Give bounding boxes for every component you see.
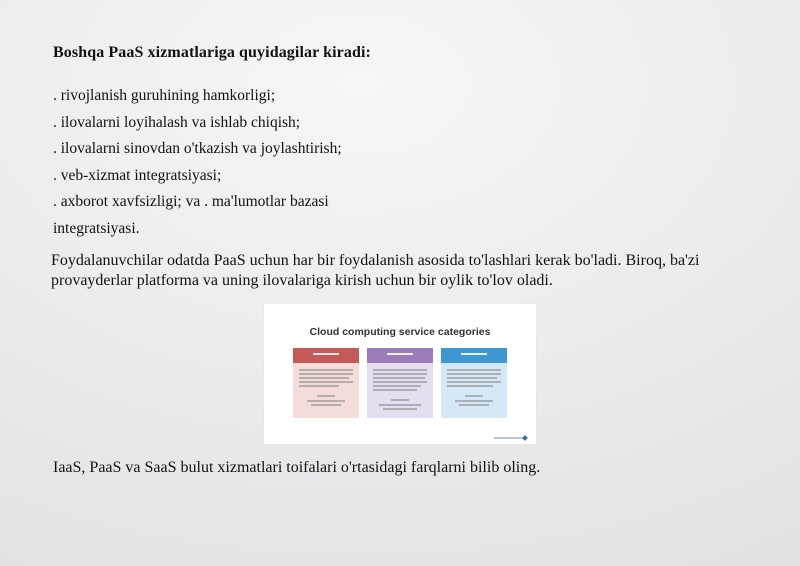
cloud-categories-figure[interactable] [264, 304, 536, 444]
list-item: . rivojlanish guruhining hamkorligi; [53, 87, 276, 104]
body-paragraph: Foydalanuvchilar odatda PaaS uchun har bir foydalanish asosida to'lashlari kerak bo'ladi. Biroq, ba'zi provayderlar platforma va uning ilovalariga kirish uchun bir oylik to'lov oladi. [51, 252, 700, 289]
figure-card-iaas [293, 348, 359, 418]
figure-logo-icon [494, 437, 524, 439]
section-heading: Boshqa PaaS xizmatlariga quyidagilar kiradi: [53, 44, 371, 61]
list-item: . ilovalarni sinovdan o'tkazish va joylashtirish; [53, 140, 342, 157]
figure-logo-mark-icon [522, 435, 528, 441]
figure-caption: IaaS, PaaS va SaaS bulut xizmatlari toifalari o'rtasidagi farqlarni bilib oling. [53, 459, 541, 476]
list-item: integratsiyasi. [53, 219, 140, 237]
list-item: . ilovalarni loyihalash va ishlab chiqish; [53, 113, 301, 131]
figure-card-paas [367, 348, 433, 418]
figure-title: Cloud computing service categories [309, 326, 491, 338]
list-item: . axborot xavfsizligi; va . ma'lumotlar bazasi [53, 193, 329, 210]
list-item: . veb-xizmat integratsiyasi; [53, 166, 222, 184]
services-list [53, 86, 342, 245]
figure-card-saas [441, 348, 507, 418]
